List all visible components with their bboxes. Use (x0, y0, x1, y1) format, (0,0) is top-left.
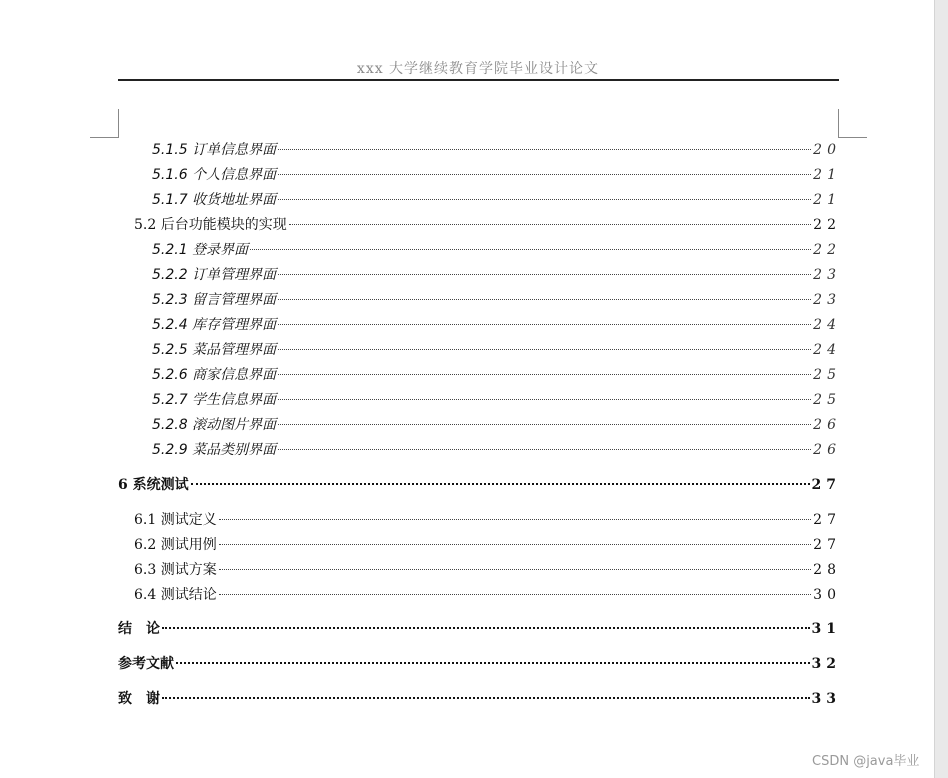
toc-dot-leader (162, 627, 810, 629)
toc-dot-leader (278, 399, 811, 400)
toc-entry-label: 5.1.5 订单信息界面 (152, 142, 277, 158)
toc-entry[interactable] (152, 164, 841, 186)
toc-entry[interactable] (152, 314, 841, 336)
toc-entry-label: 6.3 测试方案 (134, 562, 217, 578)
toc-entry-page: 25 (813, 367, 841, 383)
toc-entry-label: 参考文献 (118, 656, 174, 672)
toc-entry-page: 28 (813, 562, 841, 578)
toc-entry-label: 5.2.4 库存管理界面 (152, 317, 277, 333)
toc-entry-label: 致 谢 (118, 691, 160, 707)
toc-entry-page: 26 (813, 442, 841, 458)
toc-entry[interactable] (118, 474, 841, 496)
toc-entry[interactable] (152, 139, 841, 161)
toc-entry[interactable] (118, 618, 841, 640)
toc-dot-leader (219, 519, 811, 520)
toc-entry-page: 27 (813, 537, 841, 553)
toc-dot-leader (278, 149, 811, 150)
toc-dot-leader (219, 544, 811, 545)
toc-dot-leader (278, 299, 811, 300)
toc-entry[interactable] (134, 534, 841, 556)
toc-entry-label: 5.1.7 收货地址界面 (152, 192, 277, 208)
toc-entry[interactable] (152, 189, 841, 211)
toc-entry-page: 21 (813, 192, 841, 208)
toc-entry-page: 24 (813, 317, 841, 333)
toc-dot-leader (278, 449, 811, 450)
toc-entry[interactable] (152, 264, 841, 286)
toc-entry-page: 22 (813, 217, 841, 233)
toc-entry-label: 5.2.7 学生信息界面 (152, 392, 277, 408)
toc-entry-label: 5.2.3 留言管理界面 (152, 292, 277, 308)
toc-entry[interactable] (152, 239, 841, 261)
toc-dot-leader (191, 483, 810, 485)
toc-entry[interactable] (152, 389, 841, 411)
toc-dot-leader (278, 324, 811, 325)
toc-entry-page: 27 (811, 477, 841, 493)
toc-entry-label: 5.2.2 订单管理界面 (152, 267, 277, 283)
toc-entry[interactable] (134, 509, 841, 531)
toc-entry-page: 32 (811, 656, 841, 672)
toc-entry-page: 23 (813, 292, 841, 308)
toc-entry[interactable] (152, 339, 841, 361)
toc-entry-page: 24 (813, 342, 841, 358)
watermark: CSDN @java毕业 (812, 754, 920, 769)
toc-dot-leader (278, 199, 811, 200)
toc-entry-label: 5.2.8 滚动图片界面 (152, 417, 277, 433)
toc-entry-page: 26 (813, 417, 841, 433)
toc-dot-leader (278, 349, 811, 350)
toc-entry-label: 6.4 测试结论 (134, 587, 217, 603)
toc-dot-leader (162, 697, 810, 699)
toc-entry[interactable] (152, 439, 841, 461)
toc-entry-label: 5.1.6 个人信息界面 (152, 167, 277, 183)
toc-entry[interactable] (134, 584, 841, 606)
toc-dot-leader (278, 374, 811, 375)
toc-dot-leader (278, 424, 811, 425)
toc-entry-page: 20 (813, 142, 841, 158)
toc-entry[interactable] (118, 688, 841, 710)
toc-entry-page: 22 (813, 242, 841, 258)
toc-entry-page: 30 (813, 587, 841, 603)
toc-entry-page: 25 (813, 392, 841, 408)
toc-entry-label: 5.2.5 菜品管理界面 (152, 342, 277, 358)
toc-dot-leader (278, 274, 811, 275)
toc-entry-label: 6.2 测试用例 (134, 537, 217, 553)
toc-entry-label: 5.2.9 菜品类别界面 (152, 442, 277, 458)
toc-entry[interactable] (152, 289, 841, 311)
toc-entry-page: 31 (811, 621, 841, 637)
toc-entry-page: 27 (813, 512, 841, 528)
toc-entry-label: 5.2.6 商家信息界面 (152, 367, 277, 383)
page-header-title: xxx 大学继续教育学院毕业设计论文 (356, 61, 600, 77)
toc-entry-label: 6 系统测试 (118, 477, 189, 493)
toc-entry[interactable] (118, 653, 841, 675)
toc-entry-page: 33 (811, 691, 841, 707)
toc-entry[interactable] (152, 364, 841, 386)
toc-entry-label: 5.2 后台功能模块的实现 (134, 217, 287, 233)
toc-entry[interactable] (152, 414, 841, 436)
toc-dot-leader (250, 249, 811, 250)
toc-entry-label: 5.2.1 登录界面 (152, 242, 249, 258)
toc-entry-label: 结 论 (118, 621, 160, 637)
toc-dot-leader (219, 594, 811, 595)
toc-dot-leader (289, 224, 811, 225)
toc-dot-leader (278, 174, 811, 175)
toc-entry-label: 6.1 测试定义 (134, 512, 217, 528)
toc-entry[interactable] (134, 559, 841, 581)
toc-entry-page: 21 (813, 167, 841, 183)
toc-entry-page: 23 (813, 267, 841, 283)
toc-dot-leader (176, 662, 810, 664)
toc-entry[interactable] (134, 214, 841, 236)
toc-dot-leader (219, 569, 811, 570)
